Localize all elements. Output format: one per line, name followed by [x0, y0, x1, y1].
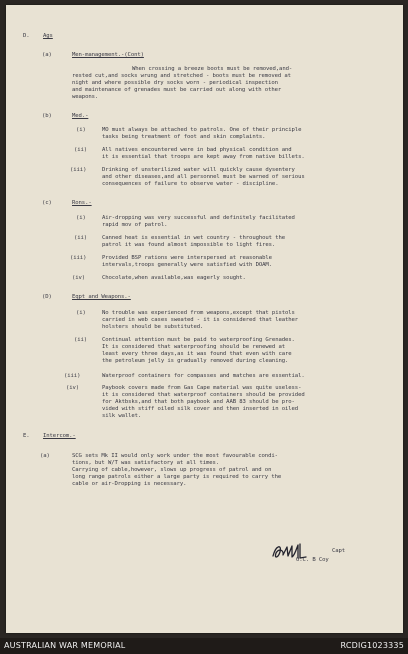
subitem-line: Drinking of unsterilized water will quickly cause dysentery [102, 167, 295, 173]
item-b-title: Med.- [72, 113, 89, 119]
item-a-line: night and where possible dry socks worn - periodical inspection [72, 80, 278, 86]
subitem-line: carried in web cases sweated - it is considered that leather [102, 317, 299, 323]
subitem-line: least every three days,as it was found that even with care [102, 351, 292, 357]
item-e-line: SCG sets Mk II would only work under the most favourable condi- [72, 453, 278, 459]
item-a-line: When crossing a breeze boots must be removed,and- [132, 66, 293, 72]
section-e-number: E. [23, 433, 30, 439]
subitem-number: (iv) [72, 275, 86, 281]
item-a-label: (a) [42, 52, 52, 58]
item-e-label: (a) [40, 453, 50, 459]
subitem-number: (iii) [70, 167, 87, 173]
subitem-line: holsters should be substituted. [102, 324, 204, 330]
item-b-label: (b) [42, 113, 52, 119]
subitem-line: It is considered that waterproofing should be renewed at [102, 344, 285, 350]
subitem-number: (ii) [74, 337, 88, 343]
subitem-line: vided with stiff oiled silk cover and then inserted in oiled [102, 406, 299, 412]
subitem-line: it is considered that waterproof containers should be provided [102, 392, 305, 398]
subitem-line: MO must always be attached to patrols. One of their principle [102, 127, 302, 133]
subitem-line: consequences of failure to observe water - discipline. [102, 181, 279, 187]
subitem-line: and other diseases,and all personnel must be warned of serious [102, 174, 305, 180]
item-d-title: Eqpt and Weapons.- [72, 294, 131, 300]
subitem-number: (ii) [74, 147, 88, 153]
subitem-line: Provided BSP rations were interspersed at reasonable [102, 255, 272, 261]
subitem-line: Paybook covers made from Gas Cape material was quite useless- [102, 385, 302, 391]
subitem-number: (iii) [70, 255, 87, 261]
item-c-label: (c) [42, 200, 52, 206]
subitem-line: No trouble was experienced from weapons,except that pistols [102, 310, 295, 316]
item-a-line: and maintenance of grenades must be carried out along with other [72, 87, 282, 93]
subitem-number: (ii) [74, 235, 88, 241]
signature-unit: O.C. B Coy [296, 557, 329, 563]
item-e-line: Carrying of cable,however, slows up progress of patrol and on [72, 467, 272, 473]
subitem-line: intervals,troops generally were satisfied with DOAM. [102, 262, 272, 268]
subitem-number: (i) [76, 127, 86, 133]
subitem-number: (i) [76, 310, 86, 316]
footer-source: AUSTRALIAN WAR MEMORIAL [4, 641, 126, 650]
subitem-line: Waterproof containers for compasses and matches are essential. [102, 373, 305, 379]
subitem-line: Chocolate,when available,was eagerly sought. [102, 275, 246, 281]
item-c-title: Rons.- [72, 200, 92, 206]
subitem-number: (i) [76, 215, 86, 221]
subitem-line: patrol it was found almost impossible to light fires. [102, 242, 276, 248]
section-d-title: Ags [43, 33, 53, 39]
footer-record-id: RCDIG1023335 [340, 641, 404, 650]
subitem-line: All natives encountered were in bad physical condition and [102, 147, 292, 153]
subitem-number: (iii) [64, 373, 81, 379]
item-d-label: (D) [42, 294, 52, 300]
subitem-line: Air-dropping was very successful and definitely facilitated [102, 215, 295, 221]
item-a-title: Men-management.-(Cont) [72, 52, 144, 58]
document-page [6, 5, 403, 633]
item-e-line: long range patrols either a large party is required to carry the [72, 474, 282, 480]
item-e-line: cable or air-Dropping is necessary. [72, 481, 187, 487]
signature-rank: Capt [332, 548, 346, 554]
subitem-line: Continual attention must be paid to waterproofing Grenades. [102, 337, 295, 343]
subitem-line: for Aktbsks,and that both paybook and AAB 83 should be pro- [102, 399, 295, 405]
item-e-line: tions, but W/T was satisfactory at all times. [72, 460, 220, 466]
item-a-line: weapons. [72, 94, 99, 100]
subitem-line: it is essential that troops are kept away from native billets. [102, 154, 305, 160]
archive-footer [0, 638, 408, 654]
section-d-number: D. [23, 33, 30, 39]
item-a-line: rested cut,and socks wrung and stretched - boots must be removed at [72, 73, 291, 79]
subitem-number: (iv) [66, 385, 80, 391]
subitem-line: tasks being treatment of foot and skin complaints. [102, 134, 266, 140]
subitem-line: rapid mov of patrol. [102, 222, 168, 228]
subitem-line: Canned heat is essential in wet country - throughout the [102, 235, 285, 241]
subitem-line: silk wallet. [102, 413, 142, 419]
section-e-title: Intercom.- [43, 433, 76, 439]
subitem-line: the petroleum jelly is gradually removed during cleaning. [102, 358, 289, 364]
